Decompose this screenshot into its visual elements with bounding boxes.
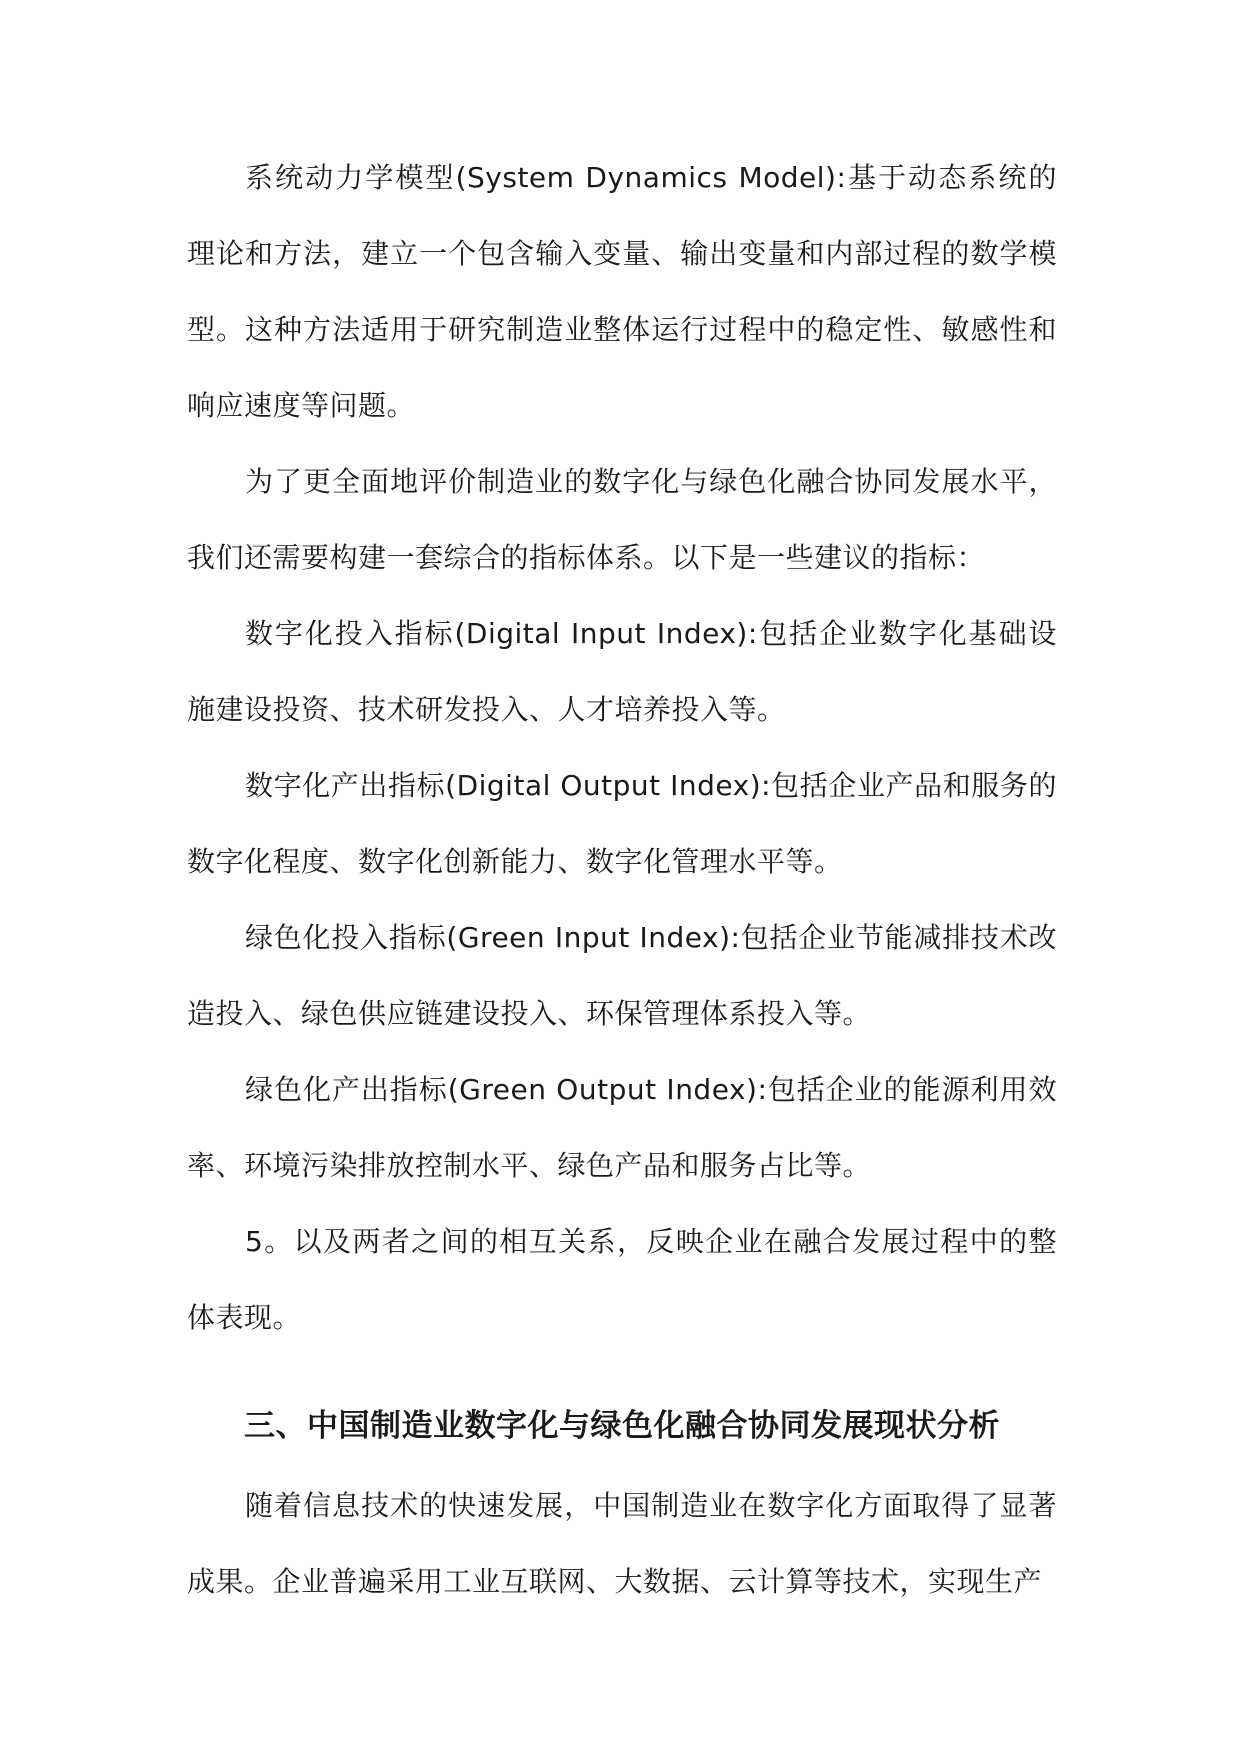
paragraph-digital-input-index: 数字化投入指标(Digital Input Index):包括企业数字化基础设施建设投资、技术研发投入、人才培养投入等。 <box>187 617 1057 726</box>
paragraph-digital-output-index: 数字化产出指标(Digital Output Index):包括企业产品和服务的数字化程度、数字化创新能力、数字化管理水平等。 <box>187 769 1057 878</box>
paragraph-indicator-intro: 为了更全面地评价制造业的数字化与绿色化融合协同发展水平，我们还需要构建一套综合的指标体系。以下是一些建议的指标： <box>187 465 1057 574</box>
paragraph-relationship: 5。以及两者之间的相互关系，反映企业在融合发展过程中的整体表现。 <box>187 1225 1057 1334</box>
paragraph-green-input-index: 绿色化投入指标(Green Input Index):包括企业节能减排技术改造投入、绿色供应链建设投入、环保管理体系投入等。 <box>187 921 1057 1030</box>
paragraph-current-status: 随着信息技术的快速发展，中国制造业在数字化方面取得了显著成果。企业普遍采用工业互联网、大数据、云计算等技术，实现生产 <box>187 1489 1057 1598</box>
paragraph-system-dynamics: 系统动力学模型(System Dynamics Model):基于动态系统的理论和方法，建立一个包含输入变量、输出变量和内部过程的数学模型。这种方法适用于研究制造业整体运行过程中的稳定性、敏感性和响应速度等问题。 <box>187 161 1057 422</box>
paragraph-green-output-index: 绿色化产出指标(Green Output Index):包括企业的能源利用效率、环境污染排放控制水平、绿色产品和服务占比等。 <box>187 1073 1057 1182</box>
section-heading: 三、中国制造业数字化与绿色化融合协同发展现状分析 <box>244 1408 1000 1444</box>
page-content <box>187 140 1057 1620</box>
